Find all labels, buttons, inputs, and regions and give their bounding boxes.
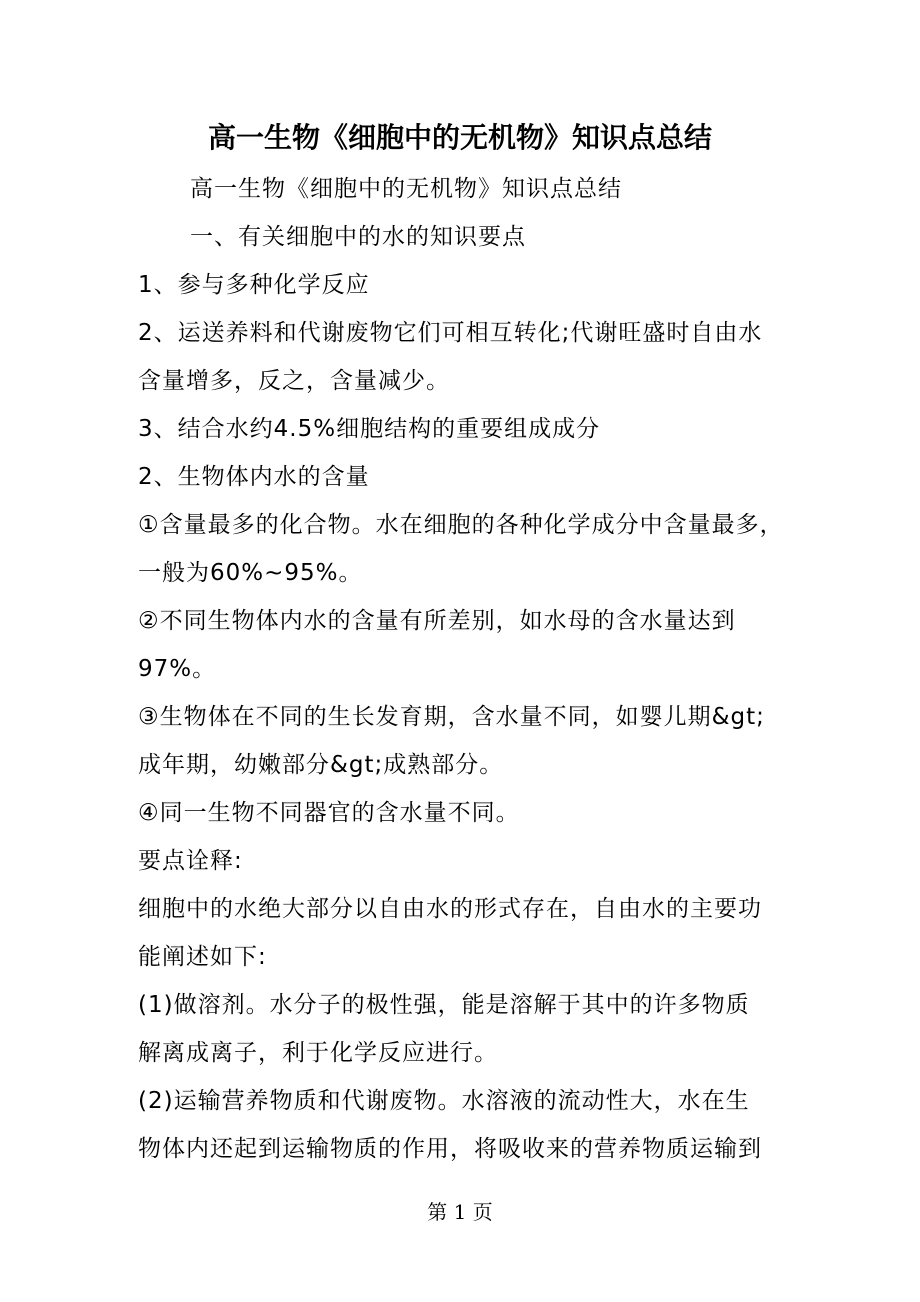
- paragraph-line: 一、有关细胞中的水的知识要点: [190, 224, 526, 250]
- paragraph-line: 3、结合水约4.5%细胞结构的重要组成成分: [138, 416, 601, 442]
- paragraph-line: ②不同生物体内水的含量有所差别，如水母的含水量达到: [138, 608, 736, 634]
- paragraph-line: 物体内还起到运输物质的作用，将吸收来的营养物质运输到: [138, 1136, 762, 1162]
- paragraph-line: 一般为60%~95%。: [138, 560, 363, 586]
- paragraph-line: ④同一生物不同器官的含水量不同。: [138, 800, 520, 826]
- paragraph-line: 2、运送养料和代谢废物它们可相互转化;代谢旺盛时自由水: [138, 320, 763, 346]
- paragraph-line: 能阐述如下:: [138, 944, 267, 970]
- paragraph-line: 含量增多，反之，含量减少。: [138, 368, 450, 394]
- paragraph-line: 要点诠释:: [138, 848, 243, 874]
- paragraph-line: 97%。: [138, 656, 217, 682]
- paragraph-line: 细胞中的水绝大部分以自由水的形式存在，自由水的主要功: [138, 896, 762, 922]
- paragraph-line: 高一生物《细胞中的无机物》知识点总结: [190, 176, 622, 202]
- page-number: 第 1 页: [427, 1200, 493, 1224]
- paragraph-line: (1)做溶剂。水分子的极性强，能是溶解于其中的许多物质: [138, 992, 750, 1018]
- paragraph-line: 1、参与多种化学反应: [138, 272, 370, 298]
- paragraph-line: 解离成离子，利于化学反应进行。: [138, 1040, 498, 1066]
- paragraph-line: (2)运输营养物质和代谢废物。水溶液的流动性大，水在生: [138, 1088, 750, 1114]
- paragraph-line: 成年期，幼嫩部分&gt;成熟部分。: [138, 752, 504, 778]
- document-title: 高一生物《细胞中的无机物》知识点总结: [207, 121, 712, 154]
- paragraph-line: ①含量最多的化合物。水在细胞的各种化学成分中含量最多，: [138, 512, 784, 538]
- paragraph-line: 2、生物体内水的含量: [138, 464, 370, 490]
- paragraph-line: ③生物体在不同的生长发育期，含水量不同，如婴儿期&gt;: [138, 704, 765, 730]
